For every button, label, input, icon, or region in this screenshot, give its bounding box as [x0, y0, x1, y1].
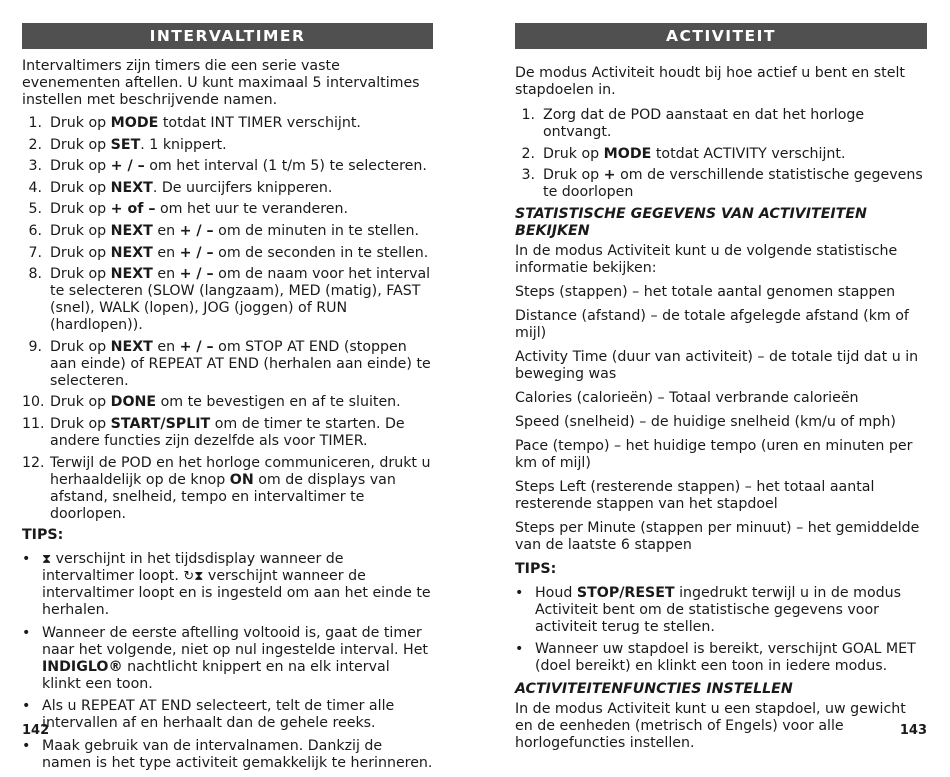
tips-list: [515, 585, 927, 676]
steps-list: [515, 107, 927, 201]
bullet-icon: •: [22, 698, 31, 715]
bullet-icon: •: [22, 737, 31, 754]
right-content: [515, 65, 927, 758]
list-item: 2. Druk op MODE totdat ACTIVITY verschijnt.: [521, 145, 846, 162]
page-banner-intervaltimer: INTERVALTIMER: [22, 23, 433, 49]
list-item: 1. Zorg dat de POD aanstaat en dat het horloge ontvangt.: [521, 107, 865, 140]
list-item: 11. Druk op START/SPLIT om de timer te starten. De andere functies zijn dezelfde als voor TIMER.: [22, 415, 405, 449]
list-item: 7. Druk op NEXT en + / – om de seconden in te stellen.: [28, 244, 429, 261]
left-content: [22, 58, 433, 777]
list-item: 9. Druk op NEXT en + / – om STOP AT END (stoppen aan einde) of REPEAT AT END (herhalen aan einde) te selecteren.: [28, 338, 431, 389]
stat-item: Activity Time (duur van activiteit) – de totale tijd dat u in beweging was: [515, 348, 919, 382]
right-page: [515, 0, 927, 751]
repeat-hourglass-icon: ↻⧗: [183, 569, 204, 585]
page-banner-activiteit: ACTIVITEIT: [515, 23, 927, 49]
list-item: • Wanneer uw stapdoel is bereikt, verschijnt GOAL MET (doel bereikt) en klinkt een toon in iedere modus.: [515, 641, 916, 675]
intro-paragraph: Intervaltimers zijn timers die een serie vaste evenementen aftellen. U kunt maximaal 5 intervaltimes instellen met beschrijvende namen.: [22, 58, 420, 108]
page-number: 142: [22, 723, 50, 738]
section-text: In de modus Activiteit kunt u een stapdoel, uw gewicht en de eenheden (metrisch of Engels) voor alle horlogefuncties instellen.: [515, 700, 906, 751]
page-number: 143: [899, 723, 927, 738]
tips-list: [22, 551, 433, 772]
hourglass-icon: ⧗: [42, 552, 52, 568]
tips-heading: TIPS:: [515, 560, 557, 577]
left-page: [22, 0, 433, 771]
list-item: 12. Terwijl de POD en het horloge communiceren, drukt u herhaaldelijk op de knop ON om de displays van afstand, snelheid, tempo en intervaltimer te doorlopen.: [22, 454, 431, 522]
section-heading: STATISTISCHE GEGEVENS VAN ACTIVITEITEN BEKIJKEN: [515, 205, 867, 239]
list-item: 8. Druk op NEXT en + / – om de naam voor het interval te selecteren (SLOW (langzaam), MED (matig), FAST (snel), WALK (lopen), JOG (joggen) of RUN (hardlopen)).: [28, 266, 431, 334]
tips-heading: TIPS:: [22, 527, 64, 544]
section-heading: ACTIVITEITENFUNCTIES INSTELLEN: [515, 680, 793, 697]
bullet-icon: •: [515, 584, 524, 601]
bullet-icon: •: [515, 641, 524, 658]
list-item: • Als u REPEAT AT END selecteert, telt de timer alle intervallen af en herhaalt dan de gehele reeks.: [22, 698, 395, 732]
section-intro: In de modus Activiteit kunt u de volgende statistische informatie bekijken:: [515, 242, 898, 276]
stat-item: Steps per Minute (stappen per minuut) – het gemiddelde van de laatste 6 stappen: [515, 519, 920, 553]
intro-paragraph: De modus Activiteit houdt bij hoe actief u bent en stelt stapdoelen in.: [515, 65, 905, 98]
list-item: 5. Druk op + of – om het uur te veranderen.: [28, 201, 349, 218]
list-item: 1. Druk op MODE totdat INT TIMER verschijnt.: [28, 115, 361, 131]
list-item: • Houd STOP/RESET ingedrukt terwijl u in de modus Activiteit bent om de statistische gegevens voor activiteit terug te stellen.: [515, 584, 902, 635]
bullet-icon: •: [22, 551, 31, 568]
list-item: 3. Druk op + / – om het interval (1 t/m 5) te selecteren.: [28, 158, 427, 175]
stat-item: Distance (afstand) – de totale afgelegde afstand (km of mijl): [515, 307, 909, 341]
list-item: 2. Druk op SET. 1 knippert.: [28, 136, 227, 153]
stat-item: Pace (tempo) – het huidige tempo (uren en minuten per km of mijl): [515, 437, 913, 471]
stat-item: Calories (calorieën) – Totaal verbrande calorieën: [515, 389, 859, 406]
list-item: 4. Druk op NEXT. De uurcijfers knipperen.: [28, 179, 333, 196]
stat-item: Speed (snelheid) – de huidige snelheid (km/u of mph): [515, 413, 896, 430]
stat-item: Steps (stappen) – het totale aantal genomen stappen: [515, 283, 896, 300]
steps-list: [22, 115, 433, 523]
list-item: 3. Druk op + om de verschillende statistische gegevens te doorlopen: [521, 167, 923, 201]
list-item: • Wanneer de eerste aftelling voltooid is, gaat de timer naar het volgende, niet op nul ingestelde interval. Het INDIGLO® nachtlicht knippert en na elk interval klinkt een toon.: [22, 624, 428, 692]
stat-item: Steps Left (resterende stappen) – het totaal aantal resterende stappen van het stapdoel: [515, 478, 875, 512]
bullet-icon: •: [22, 624, 31, 641]
list-item: • ⧗ verschijnt in het tijdsdisplay wanneer de intervaltimer loopt. ↻⧗ verschijnt wanneer de intervaltimer loopt en is ingesteld om aan het einde te herhalen.: [22, 551, 431, 619]
list-item: 10. Druk op DONE om te bevestigen en af te sluiten.: [22, 394, 401, 411]
list-item: • Maak gebruik van de intervalnamen. Dankzij de namen is het type activiteit gemakkelijk te herinneren.: [22, 737, 433, 771]
list-item: 6. Druk op NEXT en + / – om de minuten in te stellen.: [28, 222, 420, 239]
